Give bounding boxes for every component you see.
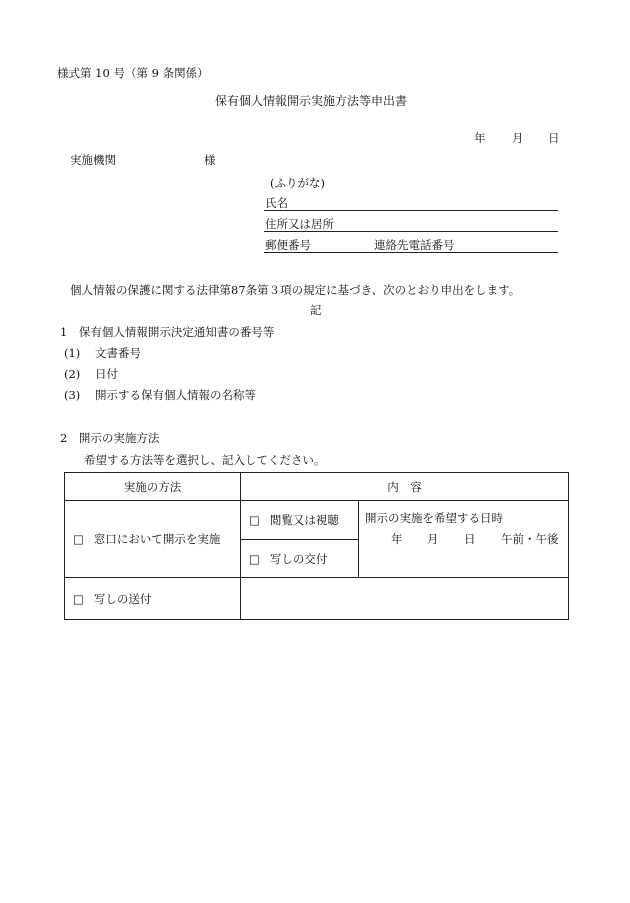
intro-statement: 個人情報の保護に関する法律第87条第３項の規定に基づき、次のとおり申出をします。: [70, 283, 521, 297]
dt-ampm: 午前・午後: [501, 532, 559, 546]
furigana-label: (ふりがな): [270, 176, 325, 190]
item-number: (3): [64, 388, 81, 402]
mail-content-cell[interactable]: [241, 578, 569, 620]
section2-instruction: 希望する方法等を選択し、記入してください。: [84, 453, 326, 467]
postal-phone-input-line[interactable]: [264, 252, 558, 253]
recipient-honorific: 様: [204, 153, 216, 167]
window-method-cell[interactable]: [65, 501, 241, 578]
checkbox-icon[interactable]: □: [73, 532, 84, 546]
form-number-label: 様式第 10 号（第 9 条関係）: [57, 66, 209, 80]
section2-heading: 2 開示の実施方法: [60, 431, 160, 445]
copy-option-label: 写しの交付: [269, 551, 328, 566]
view-option-label: 閲覧又は視聴: [269, 513, 339, 527]
checkbox-icon[interactable]: □: [73, 591, 84, 606]
datetime-label: 開示の実施を希望する日時: [365, 511, 503, 525]
datetime-cell[interactable]: [359, 501, 569, 578]
date-month-field[interactable]: 月: [512, 131, 524, 145]
view-option-cell[interactable]: [241, 501, 359, 540]
address-label: 住所又は居所: [265, 217, 334, 231]
section1-heading: 1 保有個人情報開示決定通知書の番号等: [60, 325, 275, 339]
info-name-label: 開示する保有個人情報の名称等: [95, 388, 256, 402]
recipient-agency[interactable]: 実施機関: [70, 153, 116, 167]
date-year-field[interactable]: 年: [474, 131, 486, 145]
copy-option-cell[interactable]: [241, 540, 359, 578]
date-day-field[interactable]: 日: [548, 131, 560, 145]
header-method-cell: [65, 473, 241, 501]
window-method-label: 窓口において開示を実施: [93, 532, 221, 546]
name-label: 氏名: [265, 196, 288, 210]
postal-code-label: 郵便番号: [265, 238, 311, 252]
name-input-line[interactable]: [264, 210, 558, 211]
dt-year: 年: [391, 532, 403, 546]
address-input-line[interactable]: [264, 231, 558, 232]
method-table: [64, 472, 569, 620]
mail-method-label: 写しの送付: [93, 591, 152, 606]
ki-marker: 記: [310, 303, 322, 317]
header-method: 実施の方法: [123, 479, 182, 494]
form-title: 保有個人情報開示実施方法等申出書: [215, 94, 408, 108]
date-label: 日付: [95, 367, 118, 381]
header-content: 内 容: [387, 479, 422, 494]
checkbox-icon[interactable]: □: [249, 551, 260, 566]
phone-label: 連絡先電話番号: [374, 238, 455, 252]
mail-method-cell[interactable]: [65, 578, 241, 620]
checkbox-icon[interactable]: □: [249, 513, 260, 527]
item-number: (2): [64, 367, 81, 381]
document-number-label: 文書番号: [95, 346, 141, 360]
item-number: (1): [64, 346, 81, 360]
header-content-cell: [241, 473, 569, 501]
dt-month: 月: [427, 532, 439, 546]
dt-day: 日: [464, 532, 476, 546]
